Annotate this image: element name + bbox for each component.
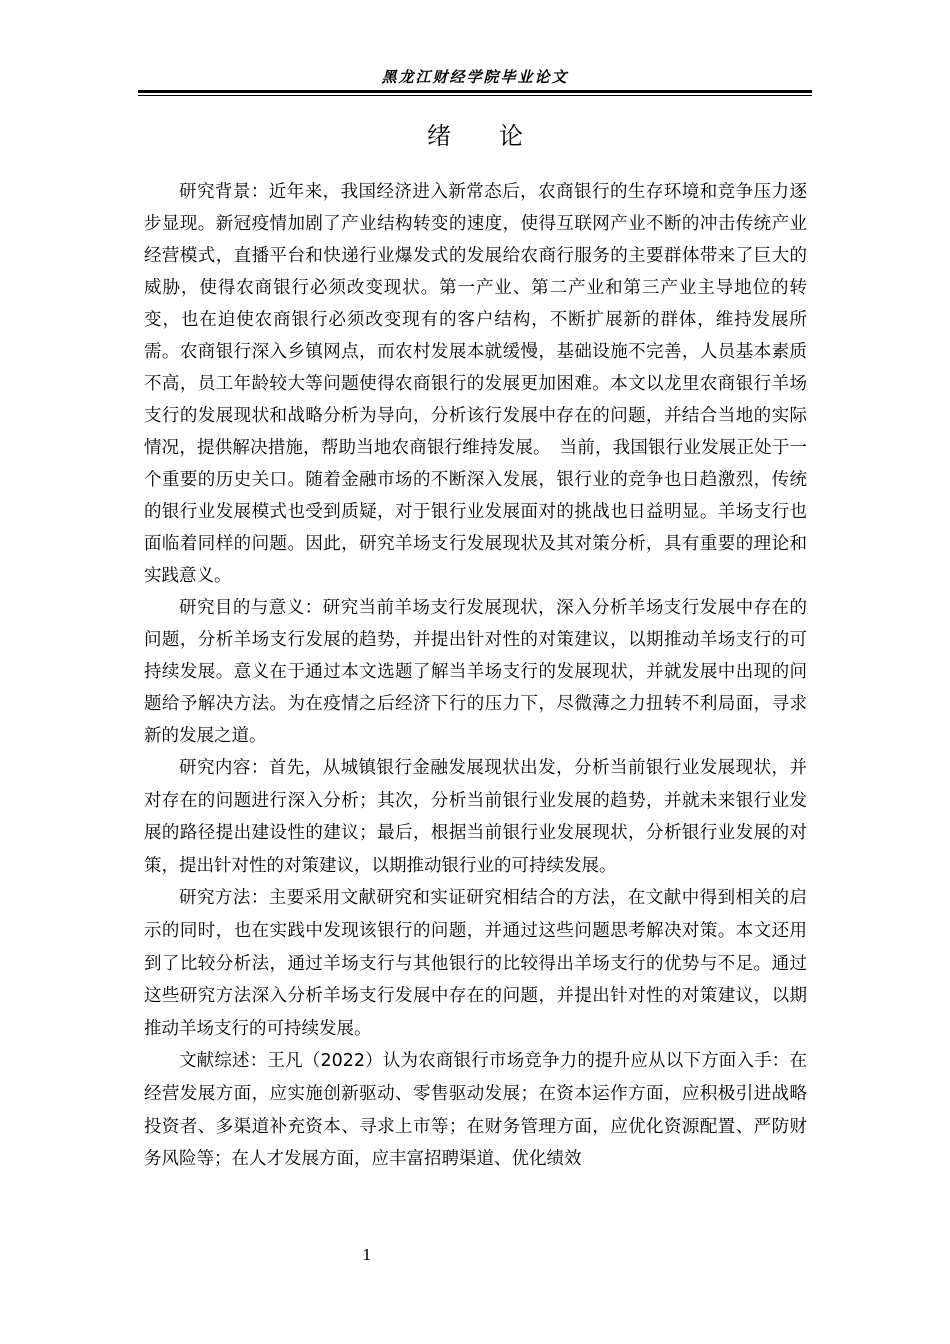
paragraph-research-method: 研究方法：主要采用文献研究和实证研究相结合的方法，在文献中得到相关的启示的同时，也在实践中发现该银行的问题，并通过这些问题思考解决对策。本文还用到了比较分析法，通过羊场支行与其他银行的比较得出羊场支行的优势与不足。通过这些研究方法深入分析羊场支行发展中存在的问题，并提出针对性的对策建议，以期推动羊场支行的可持续发展。 [144,888,807,1039]
body-text [144,176,807,1176]
header-rule-thick [138,90,812,93]
page-number: 1 [362,1246,372,1264]
paragraph-research-content: 研究内容：首先，从城镇银行金融发展现状出发，分析当前银行业发展现状，并对存在的问题进行深入分析；其次，分析当前银行业发展的趋势，并就未来银行业发展的路径提出建设性的建议；最后，根据当前银行业发展现状，分析银行业发展的对策，提出针对性的对策建议，以期推动银行业的可持续发展。 [144,758,807,876]
paragraph-literature-review: 文献综述：王凡（2022）认为农商银行市场竞争力的提升应从以下方面入手：在经营发展方面，应实施创新驱动、零售驱动发展；在资本运作方面，应积极引进战略投资者、多渠道补充资本、寻求上市等；在财务管理方面，应优化资源配置、严防财务风险等；在人才发展方面，应丰富招聘渠道、优化绩效 [144,1051,807,1170]
running-header: 黑龙江财经学院毕业论文 [381,68,569,86]
chapter-title-text: 绪论 [427,122,571,150]
paragraph-research-background: 研究背景：近年来，我国经济进入新常态后，农商银行的生存环境和竞争压力逐步显现。新冠疫情加剧了产业结构转变的速度，使得互联网产业不断的冲击传统产业经营模式，直播平台和快递行业爆发式的发展给农商行服务的主要群体带来了巨大的威胁，使得农商银行必须改变现状。第一产业、第二产业和第三产业主导地位的转变，也在迫使农商银行必须改变现有的客户结构，不断扩展新的群体，维持发展所需。农商银行深入乡镇网点，而农村发展本就缓慢，基础设施不完善，人员基本素质不高，员工年龄较大等问题使得农商银行的发展更加困难。本文以龙里农商银行羊场支行的发展现状和战略分析为导向，分析该行发展中存在的问题，并结合当地的实际情况，提供解决措施，帮助当地农商银行维持发展。 当前，我国银行业发展正处于一个重要的历史关口。随着金融市场的不断深入发展，银行业的竞争也日趋激烈，传统的银行业发展模式也受到质疑，对于银行业发展面对的挑战也日益明显。羊场支行也面临着同样的问题。因此，研究羊场支行发展现状及其对策分析，具有重要的理论和实践意义。 [144,182,807,586]
paragraph-research-purpose: 研究目的与意义：研究当前羊场支行发展现状，深入分析羊场支行发展中存在的问题，分析羊场支行发展的趋势，并提出针对性的对策建议，以期推动羊场支行的可持续发展。意义在于通过本文选题了解当羊场支行的发展现状，并就发展中出现的问题给予解决方法。为在疫情之后经济下行的压力下，尽微薄之力扭转不利局面，寻求新的发展之道。 [144,598,807,746]
header-rule-thin [138,95,812,96]
chapter-title [138,120,812,152]
